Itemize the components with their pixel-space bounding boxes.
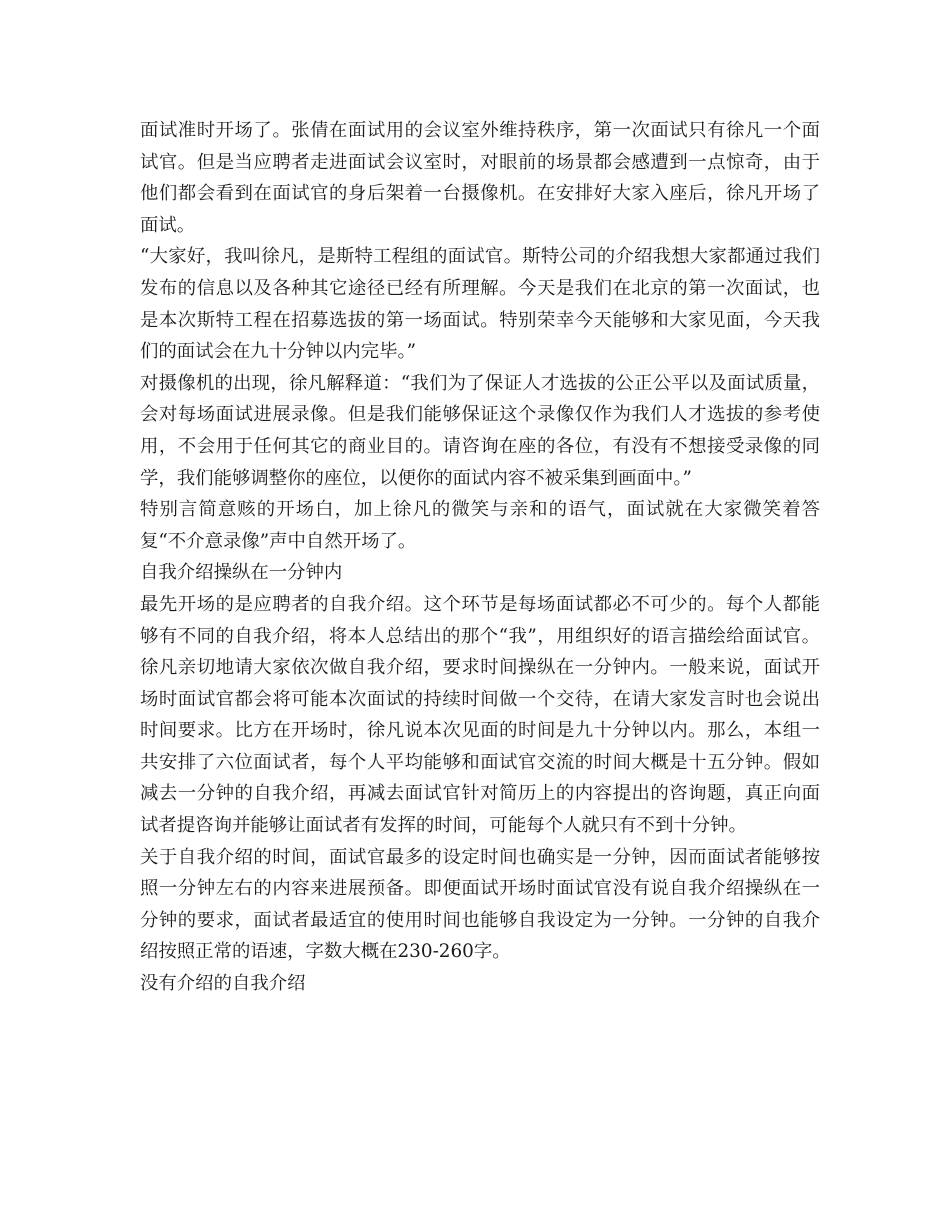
- section-heading-no-intro: 没有介绍的自我介绍: [140, 973, 306, 995]
- paragraph-self-intro-duration: 关于自我介绍的时间，面试官最多的设定时间也确实是一分钟，因而面试者能够按照一分钟左右的内容来进展预备。即便面试开场时面试官没有说自我介绍操纵在一分钟的要求，面试者最适宜的使用时间也能够自我设定为一分钟。一分钟的自我介绍按照正常的语速，字数大概在230-260字。: [140, 846, 820, 963]
- paragraph-opening-speech: “大家好，我叫徐凡，是斯特工程组的面试官。斯特公司的介绍我想大家都通过我们发布的信息以及各种其它途径已经有所理解。今天是我们在北京的第一次面试，也是本次斯特工程在招募选拔的第一场面试。特别荣幸今天能够和大家见面，今天我们的面试会在九十分钟以内完毕。”: [140, 246, 820, 363]
- document-body: [140, 115, 820, 1000]
- paragraph-interview-start: 面试准时开场了。张倩在面试用的会议室外维持秩序，第一次面试只有徐凡一个面试官。但是当应聘者走进面试会议室时，对眼前的场景都会感遭到一点惊奇，由于他们都会看到在面试官的身后架着一台摄像机。在安排好大家入座后，徐凡开场了面试。: [140, 120, 820, 236]
- paragraph-camera-explanation: 对摄像机的出现，徐凡解释道：“我们为了保证人才选拔的公正公平以及面试质量，会对每场面试进展录像。但是我们能够保证这个录像仅作为我们人才选拔的参考使用，不会用于任何其它的商业目的。请咨询在座的各位，有没有不想接受录像的同学，我们能够调整你的座位，以便你的面试内容不被采集到画面中。”: [140, 372, 820, 489]
- paragraph-opening-remark: 特别言简意赅的开场白，加上徐凡的微笑与亲和的语气，面试就在大家微笑着答复“不介意录像”声中自然开场了。: [140, 499, 820, 552]
- paragraph-self-intro: 最先开场的是应聘者的自我介绍。这个环节是每场面试都必不可少的。每个人都能够有不同的自我介绍，将本人总结出的那个“我”，用组织好的语言描绘给面试官。徐凡亲切地请大家依次做自我介绍，要求时间操纵在一分钟内。一般来说，面试开场时面试官都会将可能本次面试的持续时间做一个交待，在请大家发言时也会说出时间要求。比方在开场时，徐凡说本次见面的时间是九十分钟以内。那么，本组一共安排了六位面试者，每个人平均能够和面试官交流的时间大概是十五分钟。假如减去一分钟的自我介绍，再减去面试官针对简历上的内容提出的咨询题，真正向面试者提咨询并能够让面试者有发挥的时间，可能每个人就只有不到十分钟。: [140, 593, 820, 837]
- section-heading-self-intro-time: 自我介绍操纵在一分钟内: [140, 562, 343, 584]
